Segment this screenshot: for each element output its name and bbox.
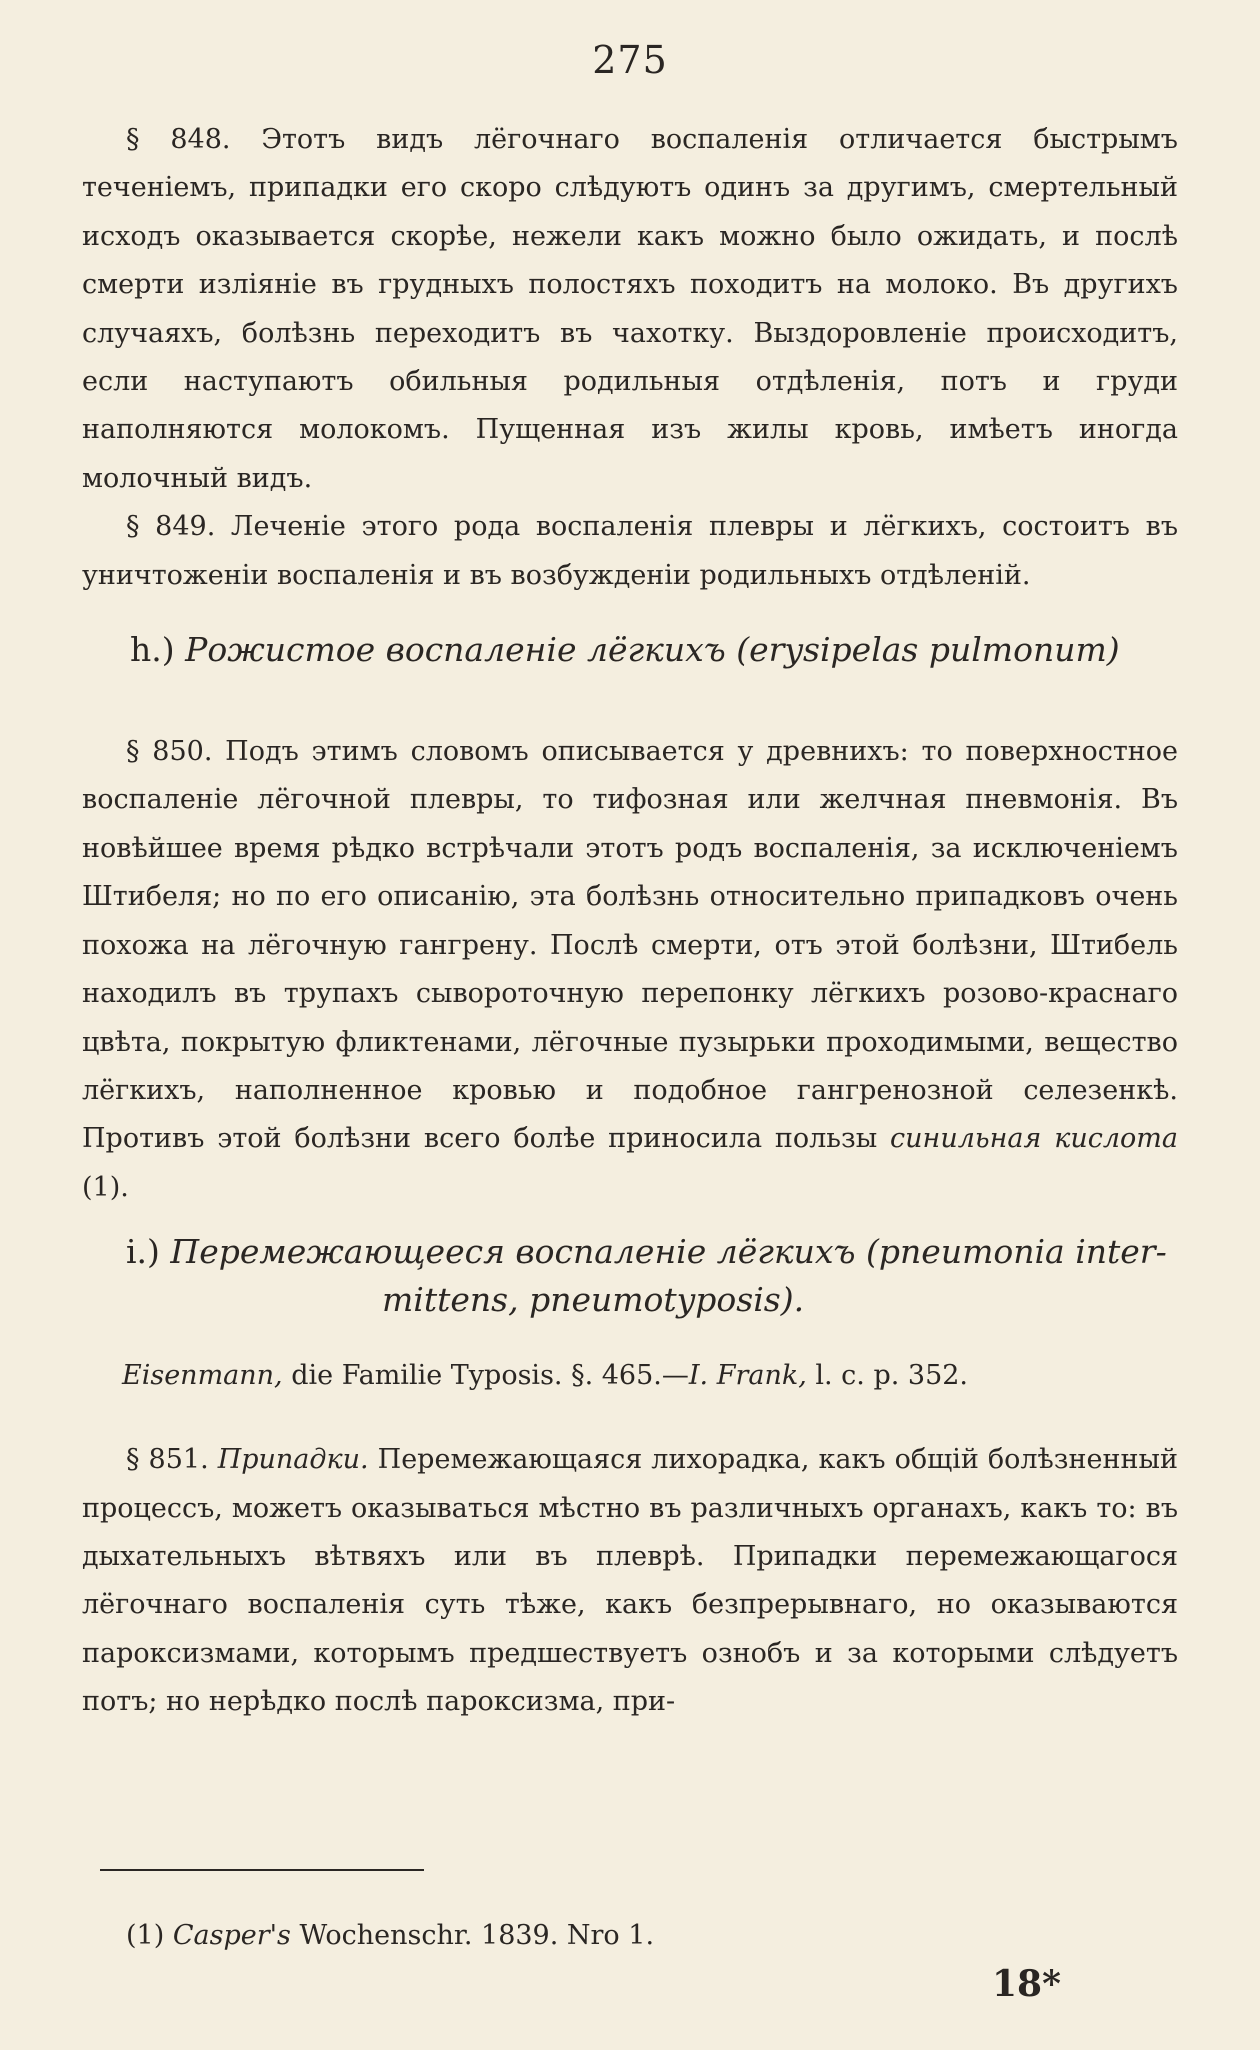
ref-author-1: Eisenmann, — [122, 1360, 283, 1392]
paragraph-849: § 849. Леченіе этого рода воспаленія плевры и лёгкихъ, состоитъ въ уничтоженіи воспаленія и въ возбужденіи родильныхъ отдѣленій. — [82, 511, 1178, 591]
footnote-divider — [100, 1869, 424, 1871]
footnote-text: Wochenschr. 1839. Nro 1. — [290, 1920, 655, 1951]
paragraph-850-text: § 850. Подъ этимъ словомъ описывается у древнихъ: то поверхностное воспаленіе лёгочной плевры, то тифозная или желчная пневмонія. Въ новѣйшее время рѣдко встрѣчали этотъ родъ воспаленія, за исключеніемъ Штибеля; но по его описанію, эта болѣзнь относительно припадковъ очень похожа на лёгочную гангрену. Послѣ смерти, отъ этой болѣзни, Штибель находилъ въ трупахъ сывороточную перепонку лёгкихъ розово-краснаго цвѣта, покрытую фликтенами, лёгочные пузырьки проходимыми, вещество лёгкихъ, наполненное кровью и подобное гангренозной селезенкѣ. Противъ этой болѣзни всего болѣе приносила пользы — [82, 736, 1178, 1155]
printer-signature: 18* — [992, 1963, 1061, 2005]
page-number: 275 — [592, 38, 668, 82]
book-page — [82, 0, 1178, 2050]
heading-h-marker: h.) — [130, 630, 175, 670]
paragraph-851 — [82, 1436, 1178, 1726]
footnote-marker: (1) — [126, 1920, 165, 1951]
heading-h-text: Рожистое воспаленіе лёгкихъ (erysipelas pulmonum) — [185, 630, 1120, 670]
footnote-ref: (1). — [82, 1171, 129, 1203]
ref-text-1: die Familie Typosis. §. 465.— — [282, 1360, 689, 1392]
paragraph-851-lead: § 851. — [126, 1444, 209, 1476]
heading-i-marker: i.) — [126, 1232, 160, 1272]
paragraph-850 — [82, 728, 1178, 1212]
page-content — [82, 116, 1178, 1727]
paragraph-848: § 848. Этотъ видъ лёгочнаго воспаленія отличается быстрымъ теченіемъ, припадки его скоро слѣдуютъ одинъ за другимъ, смертельный исходъ оказывается скорѣе, нежели какъ можно было ожидать, и послѣ смерти изліяніе въ грудныхъ полостяхъ походитъ на молоко. Въ другихъ случаяхъ, болѣзнь переходитъ въ чахотку. Выздоровленіе происходитъ, если наступаютъ обильныя родильныя отдѣленія, потъ и груди наполняются молокомъ. Пущенная изъ жилы кровь, имѣетъ иногда молочный видъ. — [82, 124, 1178, 494]
footnote-author: Casper's — [172, 1920, 291, 1951]
paragraph-850-italic: синильная кислота — [890, 1123, 1178, 1155]
bibliographic-reference — [82, 1352, 1178, 1400]
ref-author-2: I. Frank, — [688, 1360, 807, 1392]
heading-i-line1: Перемежающееся воспаленіе лёгкихъ (pneumonia inter- — [170, 1232, 1167, 1272]
paragraph-851-italic: Припадки. — [217, 1444, 369, 1476]
section-heading-i — [82, 1228, 1178, 1324]
paragraph-851-text: Перемежающаяся лихорадка, какъ общій болѣзненный процессъ, можетъ оказываться мѣстно въ различныхъ органахъ, какъ то: въ дыхательныхъ вѣтвяхъ или въ плеврѣ. Припадки перемежающагося лёгочнаго воспаленія суть тѣже, какъ безпрерывнаго, но оказываются пароксизмами, которымъ предшествуетъ ознобъ и за которыми слѣдуетъ потъ; но нерѣдко послѣ пароксизма, при- — [82, 1444, 1178, 1718]
section-heading-h — [82, 626, 1178, 674]
footnote — [126, 1912, 654, 1960]
heading-i-line2: mittens, pneumotyposis). — [382, 1280, 805, 1320]
ref-text-2: l. c. p. 352. — [806, 1360, 969, 1392]
heading-spacer — [82, 674, 1178, 728]
